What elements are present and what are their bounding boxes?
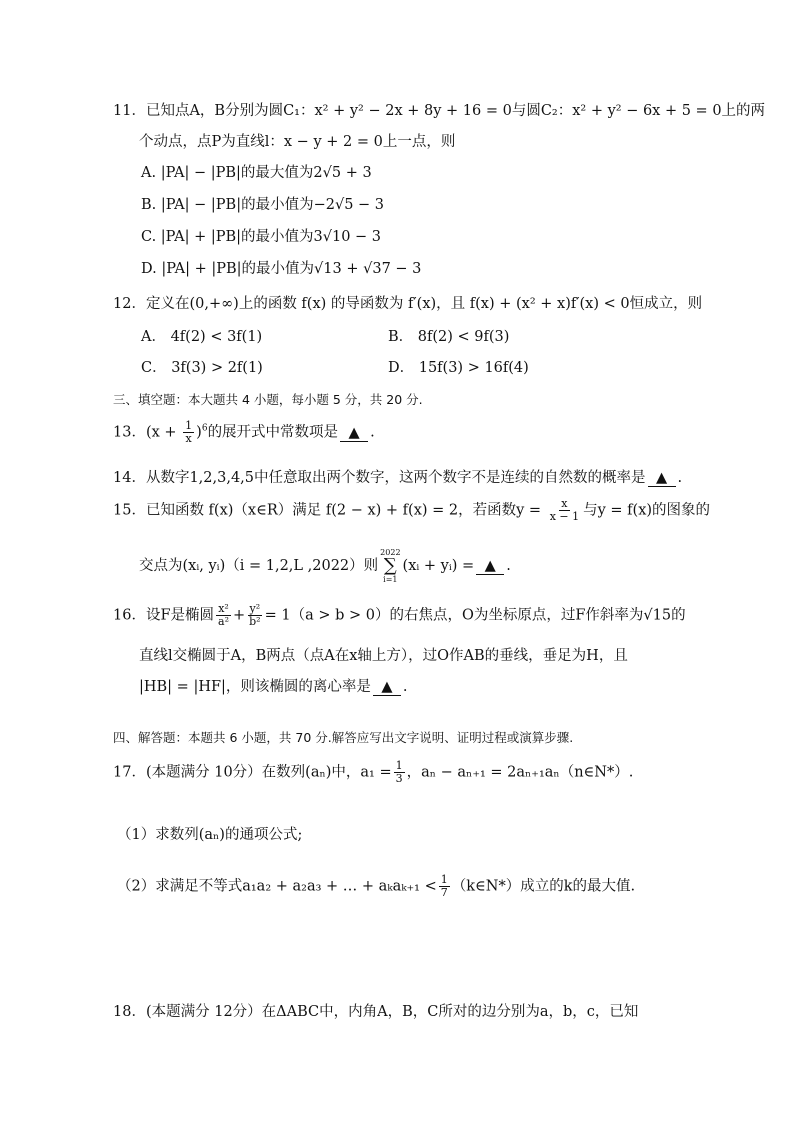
q18-line1: 18．(本题满分 12分）在ΔABC中，内角A，B，C所对的边分别为a，b，c，已知 bbox=[113, 1004, 639, 1020]
q15-frac-den: x − 1 bbox=[549, 510, 580, 523]
q16-fraction-y bbox=[247, 603, 262, 628]
q15-text-c: 交点为(xᵢ, yᵢ)（i = 1,2,L ,2022）则 bbox=[139, 558, 379, 574]
q17-frac-den: 3 bbox=[395, 772, 403, 785]
q11-option-d: D. |PA| + |PB|的最小值为√13 + √37 − 3 bbox=[141, 261, 422, 277]
q11-line2: 个动点，点P为直线l：x − y + 2 = 0上一点，则 bbox=[139, 134, 456, 150]
q12-option-d: D． 15f(3) > 16f(4) bbox=[388, 360, 529, 376]
q17-part2-text-b: （k∈N*）成立的k的最大值. bbox=[451, 878, 636, 895]
q13-power: 6 bbox=[201, 423, 208, 434]
q15-text-d: (xᵢ + yᵢ) = bbox=[402, 558, 475, 574]
q14-answer-blank[interactable]: ▲ bbox=[648, 471, 676, 487]
q16-text-b: = 1（a > b > 0）的右焦点，O为坐标原点，过F作斜率为√15的 bbox=[264, 607, 686, 624]
q17-line1 bbox=[113, 760, 633, 785]
q12-option-a: A． 4f(2) < 3f(1) bbox=[141, 329, 263, 345]
q11-option-a: A. |PA| − |PB|的最大值为2√5 + 3 bbox=[141, 165, 372, 181]
q11-line1: 11．已知点A，B分别为圆C₁：x² + y² − 2x + 8y + 16 = 0与圆C₂：x² + y² − 6x + 5 = 0上的两 bbox=[113, 103, 766, 119]
q15-answer-blank[interactable]: ▲ bbox=[476, 559, 504, 575]
q16-f1-den: a² bbox=[218, 615, 229, 628]
q12-option-b: B． 8f(2) < 9f(3) bbox=[388, 329, 510, 345]
q13-expr-left: (x + bbox=[145, 424, 182, 441]
q12-line1: 12．定义在(0,+∞)上的函数 f(x) 的导函数为 f′(x)，且 f(x) + (x² + x)f′(x) < 0恒成立，则 bbox=[113, 296, 703, 312]
q17-text-b: ，aₙ − aₙ₊₁ = 2aₙ₊₁aₙ（n∈N*）. bbox=[406, 764, 634, 781]
q15-frac-num: x bbox=[561, 497, 568, 510]
q13-text: 的展开式中常数项是 bbox=[207, 424, 339, 441]
q15-line1 bbox=[113, 498, 710, 523]
q11-option-b: B. |PA| − |PB|的最小值为−2√5 − 3 bbox=[141, 197, 385, 213]
q15-sum-bottom: i=1 bbox=[383, 575, 398, 584]
q13-number: 13． bbox=[113, 424, 146, 441]
q13-frac-num: 1 bbox=[185, 419, 193, 432]
q17-part2-fraction bbox=[439, 874, 450, 899]
q13-answer-blank[interactable]: ▲ bbox=[340, 426, 368, 442]
q14-end: . bbox=[677, 470, 683, 486]
q17-fraction bbox=[394, 760, 405, 785]
q14 bbox=[113, 466, 682, 487]
section-4-heading: 四、解答题：本题共 6 小题，共 70 分.解答应写出文字说明、证明过程或演算步骤. bbox=[113, 730, 574, 745]
q17-part1: （1）求数列(aₙ)的通项公式; bbox=[117, 827, 303, 843]
q14-text: 14．从数字1,2,3,4,5中任意取出两个数字，这两个数字不是连续的自然数的概率是 bbox=[113, 470, 646, 486]
q16-f1-num: x² bbox=[218, 602, 229, 615]
q16-f2-num: y² bbox=[249, 602, 261, 615]
q13 bbox=[113, 420, 375, 445]
q15-text-b: 与y = f(x)的图象的 bbox=[583, 502, 711, 519]
q13-expr-right: ) bbox=[196, 424, 202, 441]
q16-text-c: |HB| = |HF|，则该椭圆的离心率是 bbox=[139, 679, 371, 695]
q16-line2: 直线l交椭圆于A，B两点（点A在x轴上方），过O作AB的垂线，垂足为H，且 bbox=[139, 648, 628, 664]
q17-text-a: 17．(本题满分 10分）在数列(aₙ)中，a₁ = bbox=[113, 764, 392, 781]
sigma-symbol: ∑ bbox=[383, 555, 397, 576]
q17-p2-den: 7 bbox=[440, 886, 448, 899]
q15-sum-top: 2022 bbox=[380, 548, 401, 557]
q15-line2 bbox=[139, 548, 511, 584]
section-3-heading: 三、填空题：本大题共 4 小题，每小题 5 分，共 20 分. bbox=[113, 392, 423, 407]
q15-text-a: 15．已知函数 f(x)（x∈R）满足 f(2 − x) + f(x) = 2，若函数y = bbox=[113, 502, 546, 519]
q16-fraction-x bbox=[216, 603, 231, 628]
q11-option-c: C. |PA| + |PB|的最小值为3√10 − 3 bbox=[141, 229, 382, 245]
q16-end: . bbox=[402, 679, 408, 695]
q13-frac-den: x bbox=[185, 432, 192, 445]
q16-answer-blank[interactable]: ▲ bbox=[373, 680, 401, 696]
q17-part2-text-a: （2）求满足不等式a₁a₂ + a₂a₃ + … + aₖaₖ₊₁ < bbox=[117, 878, 437, 895]
q16-line3 bbox=[139, 675, 408, 696]
q16-text-a: 16．设F是椭圆 bbox=[113, 607, 215, 624]
q16-line1 bbox=[113, 603, 686, 628]
q15-end: . bbox=[506, 558, 511, 574]
q17-p2-num: 1 bbox=[440, 873, 448, 886]
q15-summation bbox=[380, 548, 400, 584]
q12-option-c: C． 3f(3) > 2f(1) bbox=[141, 360, 263, 376]
q15-fraction bbox=[548, 498, 581, 523]
q17-part2 bbox=[117, 874, 635, 899]
q16-f2-den: b² bbox=[249, 615, 261, 628]
q13-fraction bbox=[183, 420, 194, 445]
q16-plus: + bbox=[232, 607, 246, 624]
q13-end: . bbox=[370, 424, 375, 441]
q17-frac-num: 1 bbox=[395, 759, 403, 772]
